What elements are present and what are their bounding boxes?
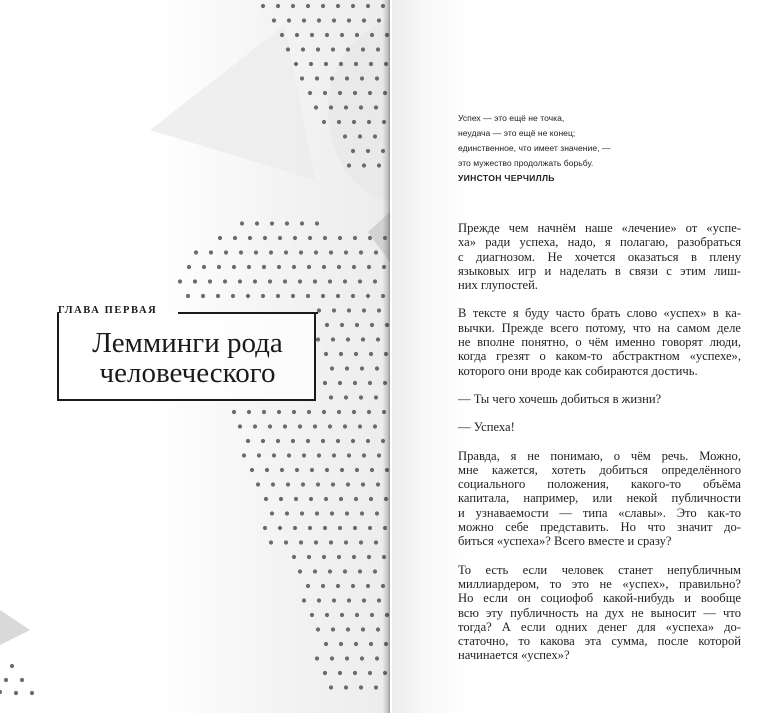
text-line: Но если он социофоб какой-нибудь и вообще (458, 591, 741, 606)
text-line: языковых игр и наделать в связи с этим лиш- (458, 263, 741, 278)
text-line: миллиардером, то это не «успех», правильно? (458, 576, 741, 591)
text-line: них глупостей. (458, 278, 538, 293)
text-line: ха» ради успеха, надо, я полагаю, разобраться (458, 235, 741, 250)
text-line: можно себе представить. Но что значит до- (458, 520, 741, 535)
text-line: когда грезят о каком-то абстрактном «успехе», (458, 349, 741, 364)
paragraph (458, 306, 741, 377)
paragraph (458, 221, 741, 292)
paragraph (458, 563, 741, 663)
dialogue-line (458, 420, 741, 434)
epigraph-line: Успех — это ещё не точка, (458, 113, 565, 123)
text-line: В тексте я буду часто брать слово «успех» в ка- (458, 306, 741, 321)
chapter-title-line-1: Лемминги рода (92, 327, 283, 359)
lower-triangle-shape (0, 610, 30, 645)
body-text (458, 221, 741, 677)
text-line: и узнаваемости — типа «славы». Это как-то (458, 505, 741, 520)
text-line: Прежде чем начнём наше «лечение» от «успе- (458, 221, 741, 235)
text-line: биться «успеха»? Всего вместе и сразу? (458, 534, 672, 549)
epigraph-line: неудача — это ещё не конец; (458, 128, 576, 138)
text-line: — Успеха! (458, 420, 515, 435)
epigraph-author: УИНСТОН ЧЕРЧИЛЛЬ (458, 173, 555, 183)
chapter-frame-top-rule (178, 312, 318, 314)
text-line: статочно, то какова эта сумма, после которой (458, 634, 741, 649)
epigraph (458, 111, 678, 186)
paragraph (458, 449, 741, 549)
text-line: То есть если человек станет непубличным (458, 562, 741, 577)
text-line: не вполне понятно, о чём именно говорят люди, (458, 335, 741, 350)
text-line: с диагнозом. Не хочется оказаться в плену (458, 249, 741, 264)
dialogue-line (458, 392, 741, 406)
text-line: мне кажется, хотеть добиться определённого (458, 462, 741, 477)
left-page (0, 0, 390, 713)
text-line: социального положения, какого-то объёма (458, 477, 741, 492)
spine-shadow (383, 0, 390, 713)
text-line: всю эту публичность на дух не выносит — что (458, 605, 741, 620)
text-line: капитала, например, или некой публичности (458, 491, 741, 506)
text-line: начинается «успех»? (458, 648, 570, 663)
text-line: тогда? А если одних денег для «успеха» до- (458, 619, 741, 634)
text-line: вычки. Прежде всего потому, что на самом деле (458, 320, 741, 335)
text-line: Правда, я не понимаю, о чём речь. Можно, (458, 448, 741, 463)
chapter-label: ГЛАВА ПЕРВАЯ (58, 305, 158, 316)
light-arc-shape (328, 20, 390, 202)
text-line: которого они вроде как собираются достичь. (458, 363, 698, 378)
light-triangle-shape (150, 25, 315, 180)
epigraph-line: это мужество продолжать борьбу. (458, 158, 594, 168)
chapter-title-line-2: человеческого (99, 357, 276, 389)
chapter-title (57, 328, 318, 388)
epigraph-line: единственное, что имеет значение, — (458, 143, 611, 153)
text-line: — Ты чего хочешь добиться в жизни? (458, 391, 662, 406)
